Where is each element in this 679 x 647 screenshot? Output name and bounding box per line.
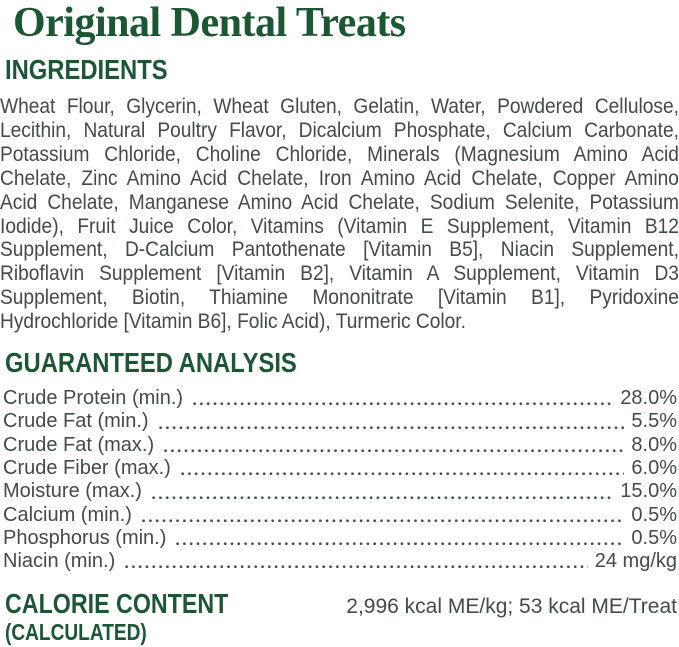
analysis-row (3, 527, 677, 550)
calorie-value: 2,996 kcal ME/kg; 53 kcal ME/Treat (346, 595, 677, 619)
dot-leader (142, 504, 625, 527)
analysis-value: 0.5% (631, 503, 677, 526)
dot-leader (176, 527, 624, 550)
ingredients-paragraph (0, 95, 679, 334)
guaranteed-analysis-table (3, 387, 677, 573)
ingredients-line: Lecithin, Natural Poultry Flavor, Dicalcium Phosphate, Calcium Carbonate, (0, 117, 679, 142)
ingredients-line: Wheat Flour, Glycerin, Wheat Gluten, Gelatin, Water, Powdered Cellulose, (0, 94, 679, 118)
calorie-content-section (5, 589, 677, 646)
analysis-value: 28.0% (620, 387, 677, 410)
ingredients-line: Chelate, Zinc Amino Acid Chelate, Iron Amino Acid Chelate, Copper Amino (0, 165, 679, 190)
analysis-label: Crude Protein (min.) (3, 387, 184, 410)
analysis-value: 6.0% (631, 456, 677, 479)
analysis-value: 24 mg/kg (594, 550, 677, 573)
analysis-row (3, 504, 677, 527)
analysis-value: 15.0% (620, 480, 677, 503)
calorie-heading-line2: (CALCULATED) (5, 619, 147, 646)
calorie-content-heading (5, 589, 274, 646)
ingredients-line: Riboflavin Supplement [Vitamin B2], Vitamin A Supplement, Vitamin D3 (0, 261, 679, 286)
analysis-label: Crude Fat (min.) (3, 410, 149, 433)
ingredients-line: Iodide), Fruit Juice Color, Vitamins (Vitamin E Supplement, Vitamin B12 (0, 213, 679, 238)
guaranteed-analysis-heading: GUARANTEED ANALYSIS (5, 347, 297, 379)
calorie-heading-line1: CALORIE CONTENT (5, 588, 229, 620)
dot-leader (164, 434, 624, 457)
analysis-row (3, 480, 677, 503)
analysis-label: Crude Fiber (max.) (3, 456, 171, 479)
analysis-row (3, 387, 677, 410)
analysis-value: 0.5% (631, 526, 677, 549)
ingredients-line: Supplement, Biotin, Thiamine Mononitrate [Vitamin B1], Pyridoxine (0, 285, 679, 310)
analysis-label: Niacin (min.) (3, 550, 116, 573)
analysis-label: Phosphorus (min.) (3, 526, 167, 549)
dot-leader (125, 550, 587, 573)
ingredients-heading: INGREDIENTS (5, 54, 168, 85)
analysis-label: Crude Fat (max.) (3, 433, 155, 456)
page-title: Original Dental Treats (13, 0, 406, 46)
analysis-row (3, 434, 677, 457)
ingredients-line: Potassium Chloride, Choline Chloride, Minerals (Magnesium Amino Acid (0, 141, 679, 166)
analysis-row (3, 410, 677, 433)
dot-leader (159, 410, 625, 433)
analysis-label: Moisture (max.) (3, 480, 142, 503)
analysis-value: 5.5% (631, 410, 677, 433)
analysis-label: Calcium (min.) (3, 503, 132, 526)
analysis-value: 8.0% (631, 433, 677, 456)
analysis-row (3, 550, 677, 573)
dot-leader (193, 387, 613, 410)
dot-leader (152, 480, 613, 503)
analysis-row (3, 457, 677, 480)
dot-leader (181, 457, 625, 480)
ingredients-line: Hydrochloride [Vitamin B6], Folic Acid), Turmeric Color. (0, 309, 466, 334)
ingredients-line: Acid Chelate, Manganese Amino Acid Chelate, Sodium Selenite, Potassium (0, 189, 679, 214)
ingredients-line: Supplement, D-Calcium Pantothenate [Vitamin B5], Niacin Supplement, (0, 237, 679, 262)
